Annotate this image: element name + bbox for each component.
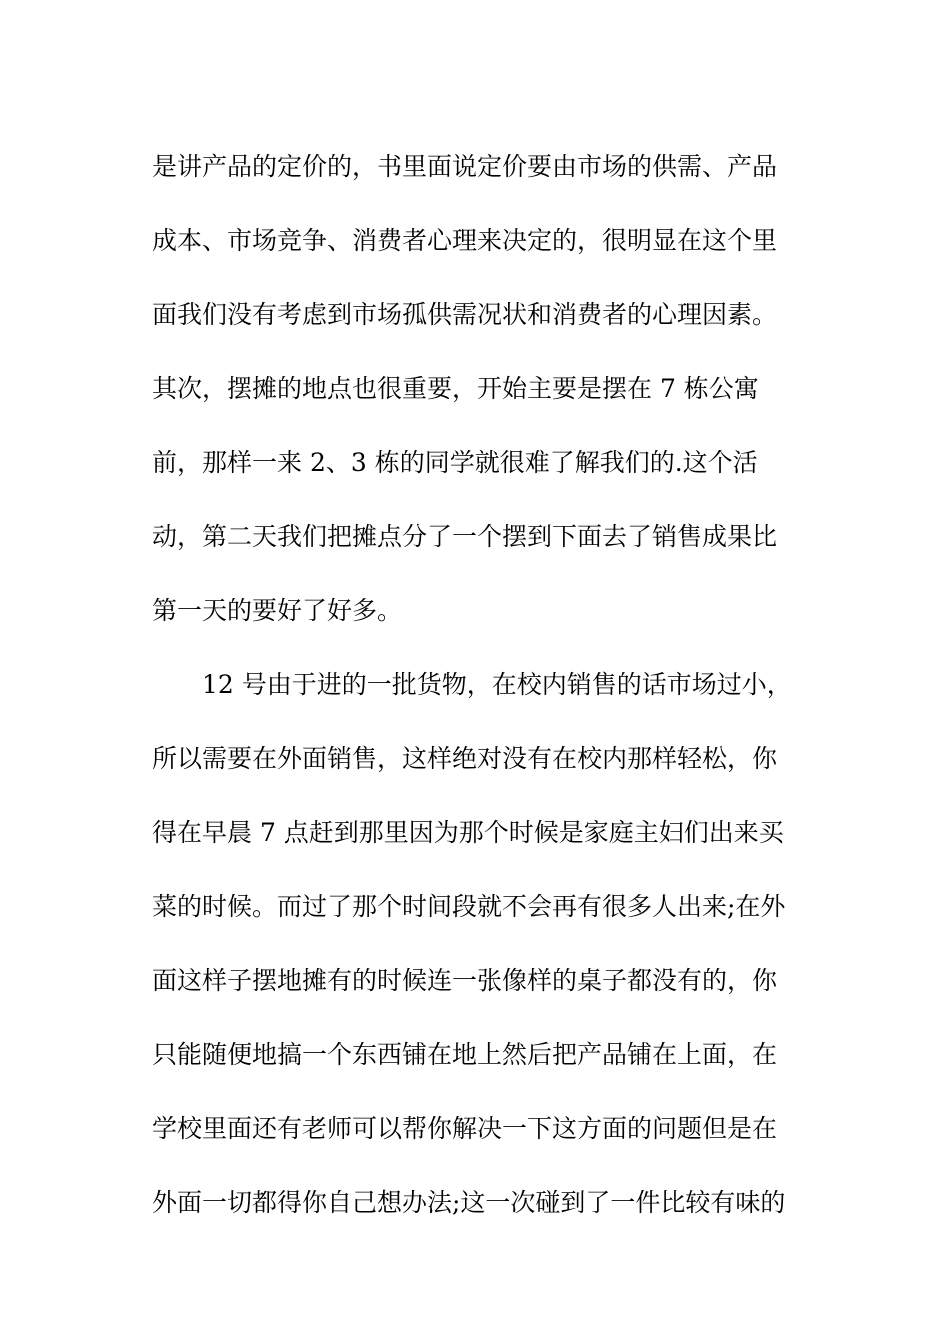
text-line: 面我们没有考虑到市场孤供需况状和消费者的心理因素。	[152, 300, 778, 329]
text-line: 学校里面还有老师可以帮你解决一下这方面的问题但是在	[152, 1114, 778, 1143]
paragraph-first-line: 12 号由于进的一批货物，在校内销售的话市场过小，	[202, 670, 792, 699]
text-line: 前，那样一来 2、3 栋的同学就很难了解我们的.这个活	[152, 448, 758, 477]
text-line: 所以需要在外面销售，这样绝对没有在校内那样轻松，你	[152, 744, 778, 773]
text-line: 得在早晨 7 点赶到那里因为那个时候是家庭主妇们出来买	[152, 818, 784, 847]
text-line: 是讲产品的定价的，书里面说定价要由市场的供需、产品	[152, 152, 778, 181]
text-line: 只能随便地搞一个东西铺在地上然后把产品铺在上面，在	[152, 1040, 778, 1069]
text-line: 其次，摆摊的地点也很重要，开始主要是摆在 7 栋公寓	[152, 374, 759, 403]
text-line: 动，第二天我们把摊点分了一个摆到下面去了销售成果比	[152, 522, 778, 551]
text-line: 成本、市场竞争、消费者心理来决定的，很明显在这个里	[152, 226, 778, 255]
body-text	[152, 130, 812, 1240]
text-line: 第一天的要好了好多。	[152, 596, 403, 625]
text-line: 面这样子摆地摊有的时候连一张像样的桌子都没有的，你	[152, 966, 778, 995]
text-line: 外面一切都得你自己想办法;这一次碰到了一件比较有味的	[152, 1188, 786, 1217]
text-line: 菜的时候。而过了那个时间段就不会再有很多人出来;在外	[152, 892, 786, 921]
